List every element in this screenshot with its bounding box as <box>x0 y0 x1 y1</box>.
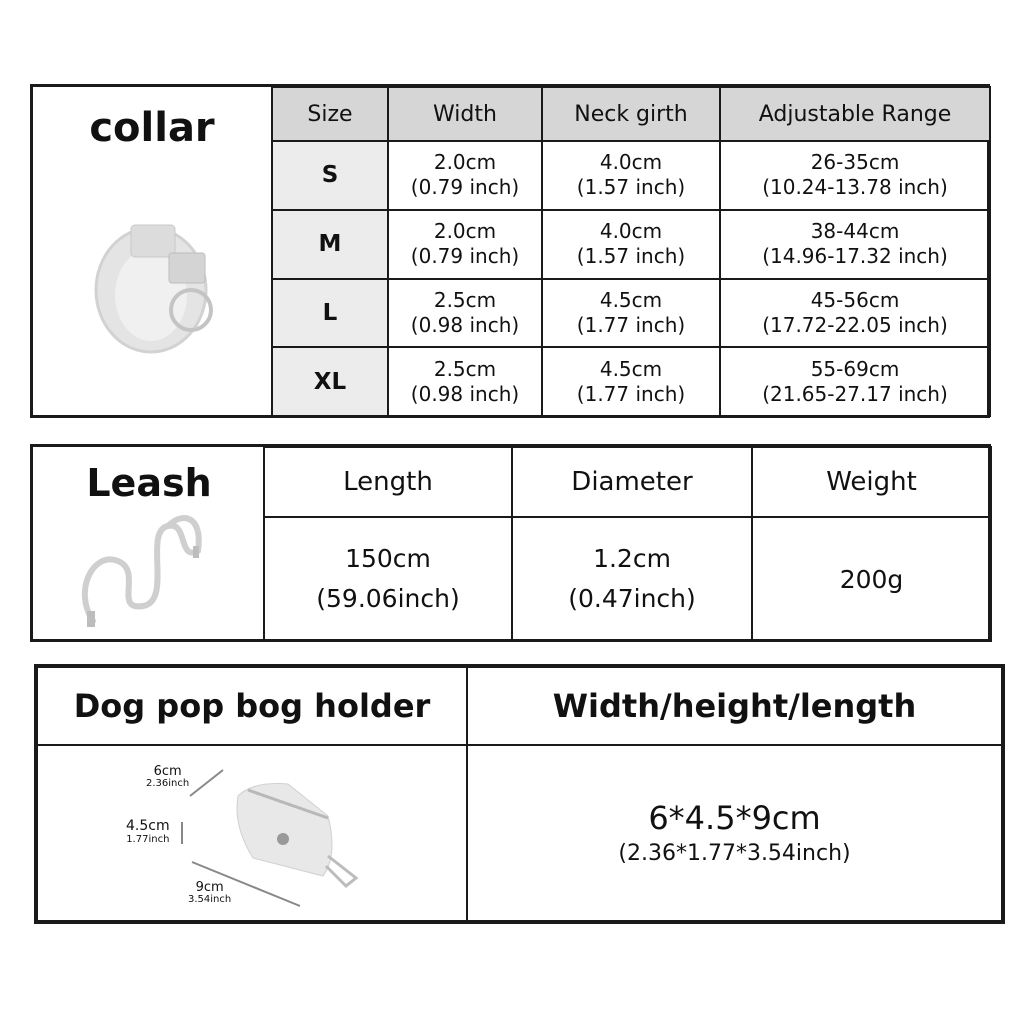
size-cell: M <box>272 210 388 279</box>
header-diameter: Diameter <box>512 447 752 517</box>
header-adjustable-range: Adjustable Range <box>720 87 990 141</box>
girth-inch: (1.77 inch) <box>576 312 686 337</box>
width-cm: 2.5cm <box>433 356 497 381</box>
length-cell <box>264 517 512 641</box>
girth-inch: (1.57 inch) <box>576 175 686 200</box>
width-cm: 2.0cm <box>433 219 497 244</box>
bag-holder-photo <box>38 746 466 922</box>
bag-header-row <box>37 667 1002 745</box>
range-inch: (21.65-27.17 inch) <box>762 381 948 406</box>
table-row <box>272 141 990 210</box>
header-width: Width <box>388 87 542 141</box>
width-cell <box>388 347 542 416</box>
dimensions-cm: 6*4.5*9cm <box>648 799 821 837</box>
girth-cell <box>542 141 720 210</box>
size-cell: L <box>272 279 388 348</box>
width-inch: (0.98 inch) <box>410 312 520 337</box>
range-cell <box>720 210 990 279</box>
girth-cell <box>542 279 720 348</box>
girth-inch: (1.77 inch) <box>576 381 686 406</box>
girth-inch: (1.57 inch) <box>576 244 686 269</box>
collar-title: collar <box>89 105 215 151</box>
height-inch: 1.77inch <box>126 834 170 845</box>
length-inch: 3.54inch <box>188 894 232 905</box>
bag-holder-table <box>36 666 1003 922</box>
collar-size-table <box>271 86 991 417</box>
width-cell <box>388 141 542 210</box>
header-length: Length <box>264 447 512 517</box>
table-row <box>272 279 990 348</box>
width-inch: (0.79 inch) <box>410 175 520 200</box>
width-inch: (0.79 inch) <box>410 244 520 269</box>
table-row <box>272 210 990 279</box>
diameter-cm: 1.2cm <box>593 544 671 573</box>
leash-header-row <box>264 447 991 517</box>
range-cell <box>720 141 990 210</box>
width-cm: 2.0cm <box>433 150 497 175</box>
bag-holder-section <box>34 664 1005 924</box>
size-cell: S <box>272 141 388 210</box>
diameter-cell <box>512 517 752 641</box>
range-inch: (10.24-13.78 inch) <box>762 175 948 200</box>
height-cm: 4.5cm <box>126 818 170 834</box>
table-row <box>272 347 990 416</box>
bag-holder-title: Dog pop bog holder <box>37 667 467 745</box>
girth-cm: 4.5cm <box>599 287 663 312</box>
leash-title: Leash <box>86 461 212 505</box>
length-cm: 9cm <box>195 880 224 895</box>
diameter-inch: (0.47inch) <box>568 584 696 613</box>
range-cell <box>720 279 990 348</box>
girth-cm: 4.5cm <box>599 356 663 381</box>
width-cm: 2.5cm <box>433 287 497 312</box>
header-size: Size <box>272 87 388 141</box>
weight-cell: 200g <box>752 517 991 641</box>
range-cm: 45-56cm <box>810 287 900 312</box>
girth-cm: 4.0cm <box>599 219 663 244</box>
length-inch: (59.06inch) <box>316 584 460 613</box>
header-neck-girth: Neck girth <box>542 87 720 141</box>
leash-photo <box>73 511 233 631</box>
range-cm: 55-69cm <box>810 356 900 381</box>
header-dimensions: Width/height/length <box>467 667 1002 745</box>
length-cm: 150cm <box>345 544 431 573</box>
table-row <box>264 517 991 641</box>
width-cell <box>388 279 542 348</box>
size-cell: XL <box>272 347 388 416</box>
range-cm: 26-35cm <box>810 150 900 175</box>
dimensions-inch: (2.36*1.77*3.54inch) <box>618 841 851 866</box>
range-cell <box>720 347 990 416</box>
width-inch: 2.36inch <box>146 778 190 789</box>
leash-table <box>263 446 992 642</box>
width-cm: 6cm <box>153 764 182 779</box>
table-row <box>37 745 1002 921</box>
range-inch: (17.72-22.05 inch) <box>762 312 948 337</box>
girth-cm: 4.0cm <box>599 150 663 175</box>
width-inch: (0.98 inch) <box>410 381 520 406</box>
collar-section <box>30 84 990 418</box>
bag-holder-image-cell <box>37 745 467 921</box>
leash-section <box>30 444 991 642</box>
dimensions-cell <box>467 745 1002 921</box>
girth-cell <box>542 210 720 279</box>
range-inch: (14.96-17.32 inch) <box>762 244 948 269</box>
width-cell <box>388 210 542 279</box>
header-weight: Weight <box>752 447 991 517</box>
girth-cell <box>542 347 720 416</box>
collar-header-row <box>272 87 990 141</box>
range-cm: 38-44cm <box>810 219 900 244</box>
collar-photo <box>81 195 231 365</box>
